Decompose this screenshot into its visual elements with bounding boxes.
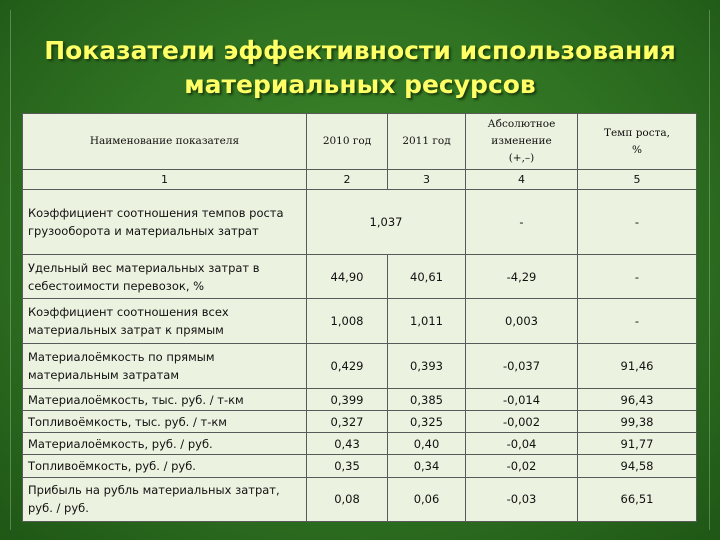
row-growth-rate: 91,46 xyxy=(578,343,697,388)
column-number: 4 xyxy=(466,170,578,189)
row-label: Топливоёмкость, тыс. руб. / т-км xyxy=(23,411,307,433)
header-2011: 2011 год xyxy=(388,114,466,170)
table-row xyxy=(23,477,697,521)
row-abs-change: -4,29 xyxy=(466,255,578,299)
row-growth-rate: 99,38 xyxy=(578,411,697,433)
row-2010: 0,35 xyxy=(307,455,388,477)
column-number: 3 xyxy=(388,170,466,189)
row-2010: 1,008 xyxy=(307,299,388,343)
table-header-row xyxy=(23,114,697,170)
row-2011: 0,325 xyxy=(388,411,466,433)
table-row xyxy=(23,455,697,477)
row-label: Топливоёмкость, руб. / руб. xyxy=(23,455,307,477)
row-2010: 0,429 xyxy=(307,343,388,388)
row-2011: 0,385 xyxy=(388,388,466,410)
row-2011: 40,61 xyxy=(388,255,466,299)
row-2010: 0,399 xyxy=(307,388,388,410)
table-row xyxy=(23,255,697,299)
slide-title-line-2: материальных ресурсов xyxy=(184,70,536,99)
table-row xyxy=(23,411,697,433)
header-indicator-name: Наименование показателя xyxy=(23,114,307,170)
table-row xyxy=(23,189,697,254)
header-growth-rate xyxy=(578,114,697,170)
row-abs-change: 0,003 xyxy=(466,299,578,343)
row-2010: 44,90 xyxy=(307,255,388,299)
table-row xyxy=(23,299,697,343)
row-2010: 0,327 xyxy=(307,411,388,433)
row-2011: 0,393 xyxy=(388,343,466,388)
column-number: 1 xyxy=(23,170,307,189)
row-2011: 0,40 xyxy=(388,433,466,455)
row-growth-rate: 94,58 xyxy=(578,455,697,477)
header-absolute-change xyxy=(466,114,578,170)
slide-title-line-1: Показатели эффективности использования xyxy=(44,36,676,65)
row-abs-change: -0,03 xyxy=(466,477,578,521)
header-absolute-change-line-2: изменение xyxy=(491,135,552,148)
row-growth-rate: 91,77 xyxy=(578,433,697,455)
row-abs-change: -0,002 xyxy=(466,411,578,433)
row-label: Материалоёмкость по прямым материальным затратам xyxy=(23,343,307,388)
header-absolute-change-line-3: (+,–) xyxy=(508,152,535,165)
row-2011: 0,06 xyxy=(388,477,466,521)
slide-title xyxy=(0,34,720,102)
row-2011: 1,011 xyxy=(388,299,466,343)
indicators-table-container xyxy=(22,113,696,522)
column-number: 5 xyxy=(578,170,697,189)
row-abs-change: -0,037 xyxy=(466,343,578,388)
row-abs-change: -0,014 xyxy=(466,388,578,410)
row-2010: 0,43 xyxy=(307,433,388,455)
row-growth-rate: - xyxy=(578,299,697,343)
row-label: Удельный вес материальных затрат в себестоимости перевозок, % xyxy=(23,255,307,299)
header-absolute-change-line-1: Абсолютное xyxy=(487,118,556,131)
table-row xyxy=(23,388,697,410)
row-abs-change: - xyxy=(466,189,578,254)
row-growth-rate: 66,51 xyxy=(578,477,697,521)
row-label: Материалоёмкость, руб. / руб. xyxy=(23,433,307,455)
table-row xyxy=(23,433,697,455)
row-growth-rate: 96,43 xyxy=(578,388,697,410)
header-growth-rate-line-2: % xyxy=(632,143,642,156)
header-2010: 2010 год xyxy=(307,114,388,170)
table-row xyxy=(23,343,697,388)
row-label: Коэффициент соотношения темпов роста грузооборота и материальных затрат xyxy=(23,189,307,254)
row-label: Материалоёмкость, тыс. руб. / т-км xyxy=(23,388,307,410)
row-abs-change: -0,02 xyxy=(466,455,578,477)
row-label: Коэффициент соотношения всех материальных затрат к прямым xyxy=(23,299,307,343)
header-growth-rate-line-1: Темп роста, xyxy=(603,126,671,139)
row-merged-value: 1,037 xyxy=(307,189,466,254)
row-label: Прибыль на рубль материальных затрат, руб. / руб. xyxy=(23,477,307,521)
row-growth-rate: - xyxy=(578,255,697,299)
column-number: 2 xyxy=(307,170,388,189)
row-growth-rate: - xyxy=(578,189,697,254)
indicators-table xyxy=(22,113,697,522)
column-number-row xyxy=(23,170,697,189)
row-2011: 0,34 xyxy=(388,455,466,477)
row-abs-change: -0,04 xyxy=(466,433,578,455)
row-2010: 0,08 xyxy=(307,477,388,521)
